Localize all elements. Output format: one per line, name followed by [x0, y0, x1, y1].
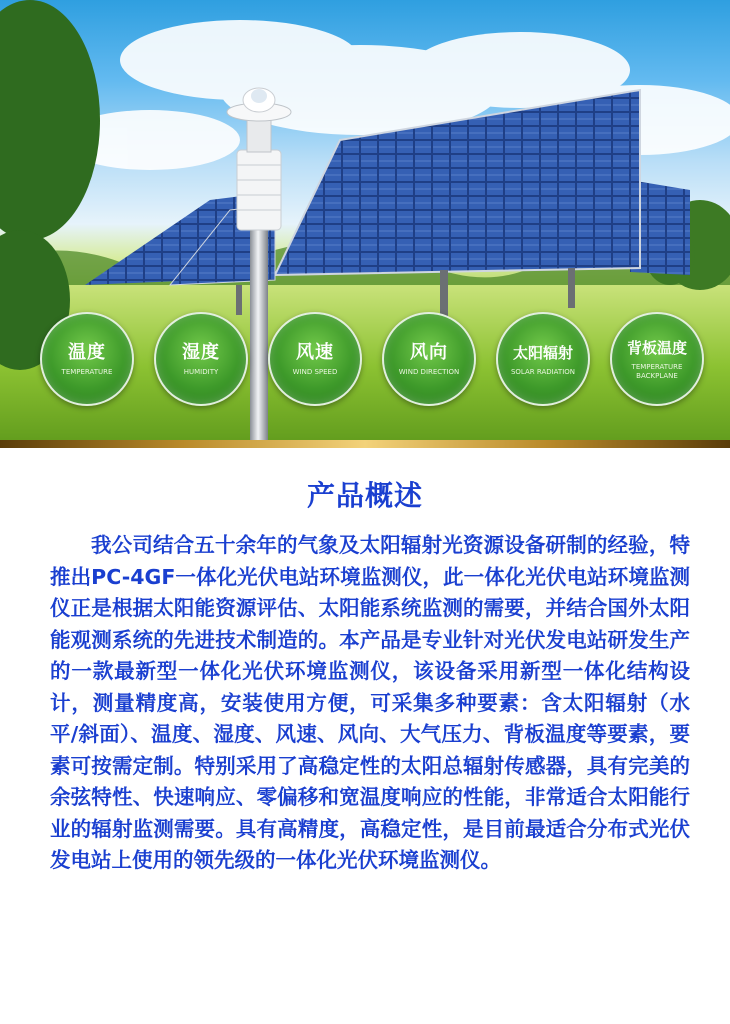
- badge-temperature: [40, 312, 134, 406]
- badge-label: 风速: [296, 341, 334, 363]
- badge-solar-radiation: [496, 312, 590, 406]
- badge-sublabel: WIND DIRECTION: [398, 367, 460, 376]
- overview-section: [0, 448, 730, 1024]
- badge-wind-speed: [268, 312, 362, 406]
- badge-sublabel: WIND SPEED: [292, 367, 338, 376]
- feature-badges: [40, 312, 700, 406]
- badge-wind-direction: [382, 312, 476, 406]
- badge-label: 湿度: [182, 341, 220, 363]
- badge-label: 太阳辐射: [512, 343, 573, 362]
- badge-sublabel: TEMPERATURE: [61, 367, 113, 376]
- badge-sublabel: SOLAR RADIATION: [510, 367, 576, 376]
- badge-sublabel: TEMPERATURE BACKPLANE: [631, 363, 683, 380]
- section-title: 产品概述: [306, 479, 423, 512]
- badge-label: 风向: [410, 341, 448, 363]
- badge-label: 背板温度: [626, 339, 687, 357]
- badge-backplane-temperature: [610, 312, 704, 406]
- hero-banner: [0, 0, 730, 448]
- badge-label: 温度: [68, 341, 106, 363]
- overview-paragraph: 我公司结合五十余年的气象及太阳辐射光资源设备研制的经验，特推出PC-4GF一体化光伏电站环境监测仪，此一体化光伏电站环境监测仪正是根据太阳能资源评估、太阳能系统监测的需要，并结合国外太阳能观测系统的先进技术制造的。本产品是专业针对光伏发电站研发生产的一款最新型一体化光伏环境监测仪，该设备采用新型一体化结构设计，测量精度高，安装使用方便，可采集多种要素：含太阳辐射（水平/斜面）、温度、湿度、风速、风向、大气压力、背板温度等要素，要素可按需定制。特别采用了高稳定性的太阳总辐射传感器，具有完美的余弦特性、快速响应、零偏移和宽温度响应的性能，非常适合太阳能行业的辐射监测需要。具有高精度，高稳定性，是目前最适合分布式光伏发电站上使用的领先级的一体化光伏环境监测仪。: [50, 533, 690, 872]
- gold-divider: [0, 440, 730, 448]
- badge-sublabel: HUMIDITY: [183, 367, 219, 376]
- badge-humidity: [154, 312, 248, 406]
